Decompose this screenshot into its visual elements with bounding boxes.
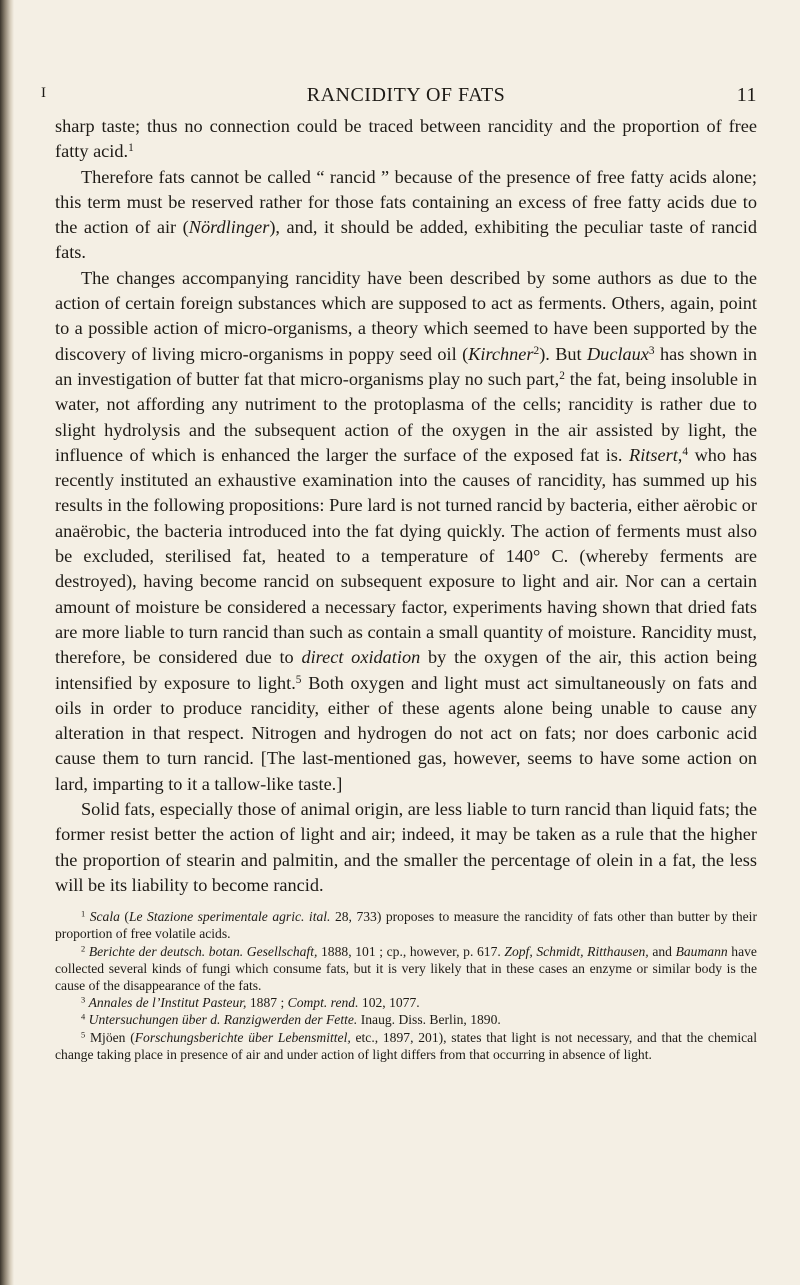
text-run: Mjöen (: [85, 1029, 135, 1045]
footnote: [55, 994, 757, 1011]
text-run: Solid fats, especially those of animal origin, are less liable to turn rancid than liquid fats; the former resist better the action of light and air; indeed, it may be taken as a rule that the higher the proportion of stearin and palmitin, and the smaller the percentage of olein in a fat, the less will be its liability to become rancid.: [55, 799, 757, 895]
text-run: has shown in an investigation of butter fat that micro-organisms play no such part,: [55, 343, 757, 389]
footnote-marker: 4: [81, 1011, 86, 1022]
text-run: and: [648, 943, 676, 959]
italic-text: Berichte der deutsch. botan. Gesellschaft,: [88, 943, 318, 959]
text-run: Therefore fats cannot be called “ rancid ” because of the presence of free fatty acids alone; this term must be reserved rather for those fats containing an excess of free fatty acids due to the action of air (: [55, 166, 757, 238]
paragraph: [55, 165, 757, 266]
text-run: ). But: [539, 343, 587, 364]
italic-text: Annales de l’Institut Pasteur,: [88, 995, 247, 1011]
footnote-marker: 1: [81, 908, 86, 919]
text-run: sharp taste; thus no connection could be traced between rancidity and the proportion of free fatty acid.: [55, 116, 757, 162]
text-run: ,: [677, 444, 683, 465]
text-run: by the oxygen of the air, this action being intensified by exposure to light.: [55, 647, 757, 693]
italic-text: Zopf, Schmidt, Ritthausen,: [504, 943, 649, 959]
footnote-marker: 2: [559, 369, 565, 382]
page-number: 11: [736, 84, 757, 106]
italic-text: Le Stazione sperimentale agric. ital.: [128, 909, 331, 925]
running-title: RANCIDITY OF FATS: [306, 84, 506, 106]
italic-text: Forschungsberichte über Lebensmittel,: [134, 1029, 351, 1045]
text-run: 28, 733) proposes to measure the rancidity of fats other than butter by their proportion of free volatile acids.: [55, 909, 757, 942]
paragraph: [55, 114, 757, 165]
footnote-marker: 5: [81, 1029, 86, 1039]
italic-text: Duclaux: [586, 343, 649, 364]
footnote-marker: 3: [648, 344, 655, 357]
footnote: [55, 1029, 757, 1063]
paragraph: [55, 266, 757, 797]
text-run: The changes accompanying rancidity have been described by some authors as due to the action of certain foreign substances which are supposed to act as ferments. Others, again, point to a possible action of micro-organisms, a theory which seemed to have been supported by the discovery of living micro-organisms in poppy seed oil (: [55, 267, 757, 364]
footnote-marker: 2: [81, 942, 86, 953]
book-spine-shadow: [0, 0, 14, 1285]
text-run: who has recently instituted an exhaustive examination into the causes of rancidity, has summed up his results in the following propositions: Pure lard is not turned rancid by bacteria, either aërobic or anaërobic, the bacteria introduced into the fat dying quickly. The action of ferments must also be excluded, sterilised fat, heated to a temperature of 140° C. (whereby ferments are destroyed), having become rancid on subsequent exposure to light and air. Nor can a certain amount of moisture be considered a necessary factor, experiments having shown that dried fats are more liable to turn rancid than such as contain a small quantity of moisture. Rancidity must, therefore, be considered due to: [55, 444, 757, 668]
italic-text: Baumann: [675, 943, 728, 959]
footnote-marker: 2: [533, 344, 540, 357]
text-run: ), and, it should be added, exhibiting the peculiar taste of rancid fats.: [55, 217, 757, 263]
section-mark: I: [41, 85, 47, 101]
running-header: [41, 82, 757, 108]
text-run: Both oxygen and light must act simultaneously on fats and oils in order to produce rancidity, either of these agents alone being unable to cause any alteration in that respect. Nitrogen and hydrogen do not act on fats; nor does carbonic acid cause them to turn rancid. [The last-mentioned gas, however, seems to have some action on lard, imparting to it a tallow-like taste.]: [55, 672, 757, 794]
text-run: have collected several kinds of fungi which consume fats, but it is very likely that in these cases an enzyme or similar body is the cause of the disappearance of the fats.: [55, 943, 757, 994]
footnote-marker: 1: [128, 142, 134, 155]
italic-text: Nördlinger: [188, 217, 270, 238]
footnote: [55, 908, 757, 942]
italic-text: Scala: [89, 909, 120, 925]
paragraph: [55, 797, 757, 898]
text-run: 1888, 101 ; cp., however, p. 617.: [317, 943, 505, 959]
footnote: [55, 1011, 757, 1028]
footnote: [55, 943, 757, 995]
footnote-marker: 3: [81, 994, 86, 1005]
book-page: [41, 82, 757, 1063]
body-text: [55, 114, 757, 898]
footnote-marker: 4: [682, 445, 689, 458]
footnote-marker: 5: [295, 673, 302, 686]
italic-text: Untersuchungen über d. Ranzigwerden der Fette.: [88, 1012, 358, 1028]
italic-text: direct oxidation: [301, 647, 421, 668]
text-run: Inaug. Diss. Berlin, 1890.: [357, 1012, 501, 1028]
text-run: (: [119, 909, 129, 925]
footnotes: [55, 908, 757, 1063]
italic-text: Kirchner: [468, 343, 534, 364]
italic-text: Ritsert: [629, 444, 678, 465]
text-run: 1887 ;: [246, 995, 288, 1011]
text-run: etc., 1897, 201), states that light is not necessary, and that the chemical change taking place in presence of air and under action of light differs from that occurring in absence of light.: [55, 1029, 757, 1062]
text-run: 102, 1077.: [358, 995, 420, 1011]
italic-text: Compt. rend.: [287, 995, 359, 1011]
text-run: the fat, being insoluble in water, not affording any nutriment to the protoplasma of the cells; rancidity is rather due to slight hydrolysis and the subsequent action of the oxygen in the air assisted by light, the influence of which is enhanced the larger the surface of the exposed fat is.: [55, 368, 757, 465]
